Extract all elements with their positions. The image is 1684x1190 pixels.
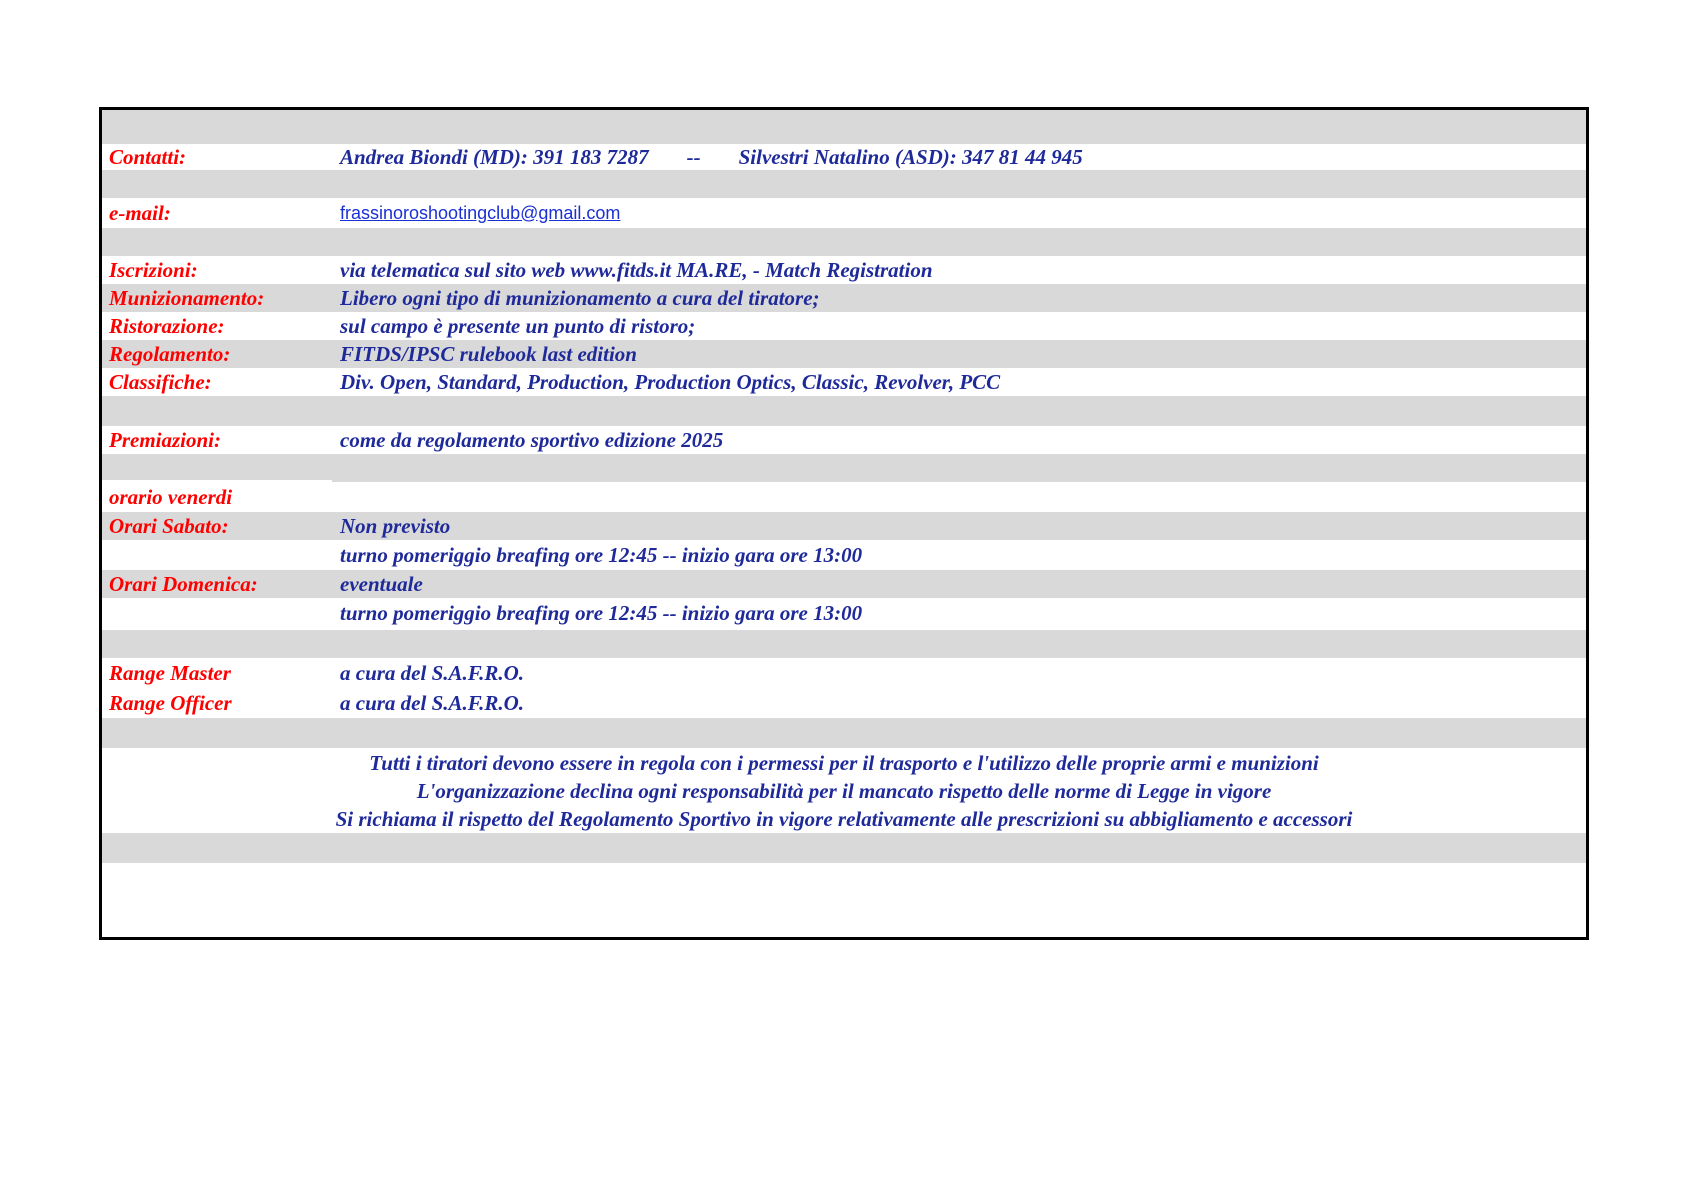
email-link[interactable]: frassinoroshootingclub@gmail.com (340, 202, 621, 223)
classifiche-label: Classifiche: (109, 369, 212, 394)
band (102, 396, 1586, 426)
domenica-label: Orari Domenica: (109, 571, 258, 596)
sabato-row (102, 512, 1586, 540)
ristorazione-row (102, 312, 1586, 340)
ristorazione-label: Ristorazione: (109, 313, 225, 338)
domenica-turno-row (102, 598, 1586, 628)
premiazioni-label: Premiazioni: (109, 427, 222, 452)
sabato-turno-row (102, 540, 1586, 570)
munizionamento-row (102, 284, 1586, 312)
iscrizioni-row (102, 256, 1586, 284)
munizionamento-value: Libero ogni tipo di munizionamento a cura del tiratore; (340, 285, 820, 310)
iscrizioni-label: Iscrizioni: (109, 257, 198, 282)
contacts-value (340, 144, 1083, 170)
iscrizioni-value: via telematica sul sito web www.fitds.it MA.RE, - Match Registration (340, 257, 933, 282)
email-value-cell (340, 198, 620, 228)
band (102, 718, 1586, 748)
premiazioni-row (102, 426, 1586, 454)
sabato-label: Orari Sabato: (109, 513, 229, 538)
premiazioni-value: come da regolamento sportivo edizione 2025 (340, 427, 724, 452)
regolamento-row (102, 340, 1586, 368)
email-row (102, 198, 1586, 228)
band (102, 833, 1586, 863)
note-line-1: Tutti i tiratori devono essere in regola con i permessi per il trasporto e l'utilizzo delle proprie armi e munizioni (369, 751, 1319, 775)
venerdi-label: orario venerdi (109, 484, 233, 509)
munizionamento-label: Munizionamento: (109, 285, 265, 310)
note-line-3: Si richiama il rispetto del Regolamento Sportivo in vigore relativamente alle prescrizioni su abbigliamento e accessori (335, 807, 1353, 831)
range-master-row (102, 658, 1586, 688)
domenica-row (102, 570, 1586, 598)
contact-separator: -- (686, 144, 701, 169)
range-officer-label: Range Officer (109, 690, 232, 715)
venerdi-row (102, 482, 1586, 512)
contact-person-1: Andrea Biondi (MD): 391 183 7287 (340, 144, 649, 169)
regolamento-label: Regolamento: (109, 341, 231, 366)
range-officer-value: a cura del S.A.F.R.O. (340, 690, 524, 715)
email-label: e-mail: (109, 200, 171, 225)
contacts-label: Contatti: (109, 144, 187, 169)
classifiche-row (102, 368, 1586, 396)
band (102, 228, 1586, 256)
sabato-value: Non previsto (340, 513, 451, 538)
classifiche-value: Div. Open, Standard, Production, Production Optics, Classic, Revolver, PCC (340, 369, 1001, 394)
domenica-value: eventuale (340, 571, 423, 596)
info-sheet (99, 107, 1589, 940)
range-master-label: Range Master (109, 660, 231, 685)
domenica-turno-value: turno pomeriggio breafing ore 12:45 -- inizio gara ore 13:00 (340, 600, 863, 625)
band (102, 110, 1586, 144)
note-line-2: L'organizzazione declina ogni responsabilità per il mancato rispetto delle norme di Legge in vigore (416, 779, 1272, 803)
ristorazione-value: sul campo è presente un punto di ristoro; (340, 313, 696, 338)
contacts-row (102, 144, 1586, 170)
band (102, 170, 1586, 198)
band (102, 454, 1586, 482)
range-officer-row (102, 688, 1586, 718)
notes-block (102, 749, 1586, 833)
sabato-turno-value: turno pomeriggio breafing ore 12:45 -- inizio gara ore 13:00 (340, 542, 863, 567)
band (102, 630, 1586, 658)
range-master-value: a cura del S.A.F.R.O. (340, 660, 524, 685)
regolamento-value: FITDS/IPSC rulebook last edition (340, 341, 637, 366)
contact-person-2: Silvestri Natalino (ASD): 347 81 44 945 (738, 144, 1083, 169)
